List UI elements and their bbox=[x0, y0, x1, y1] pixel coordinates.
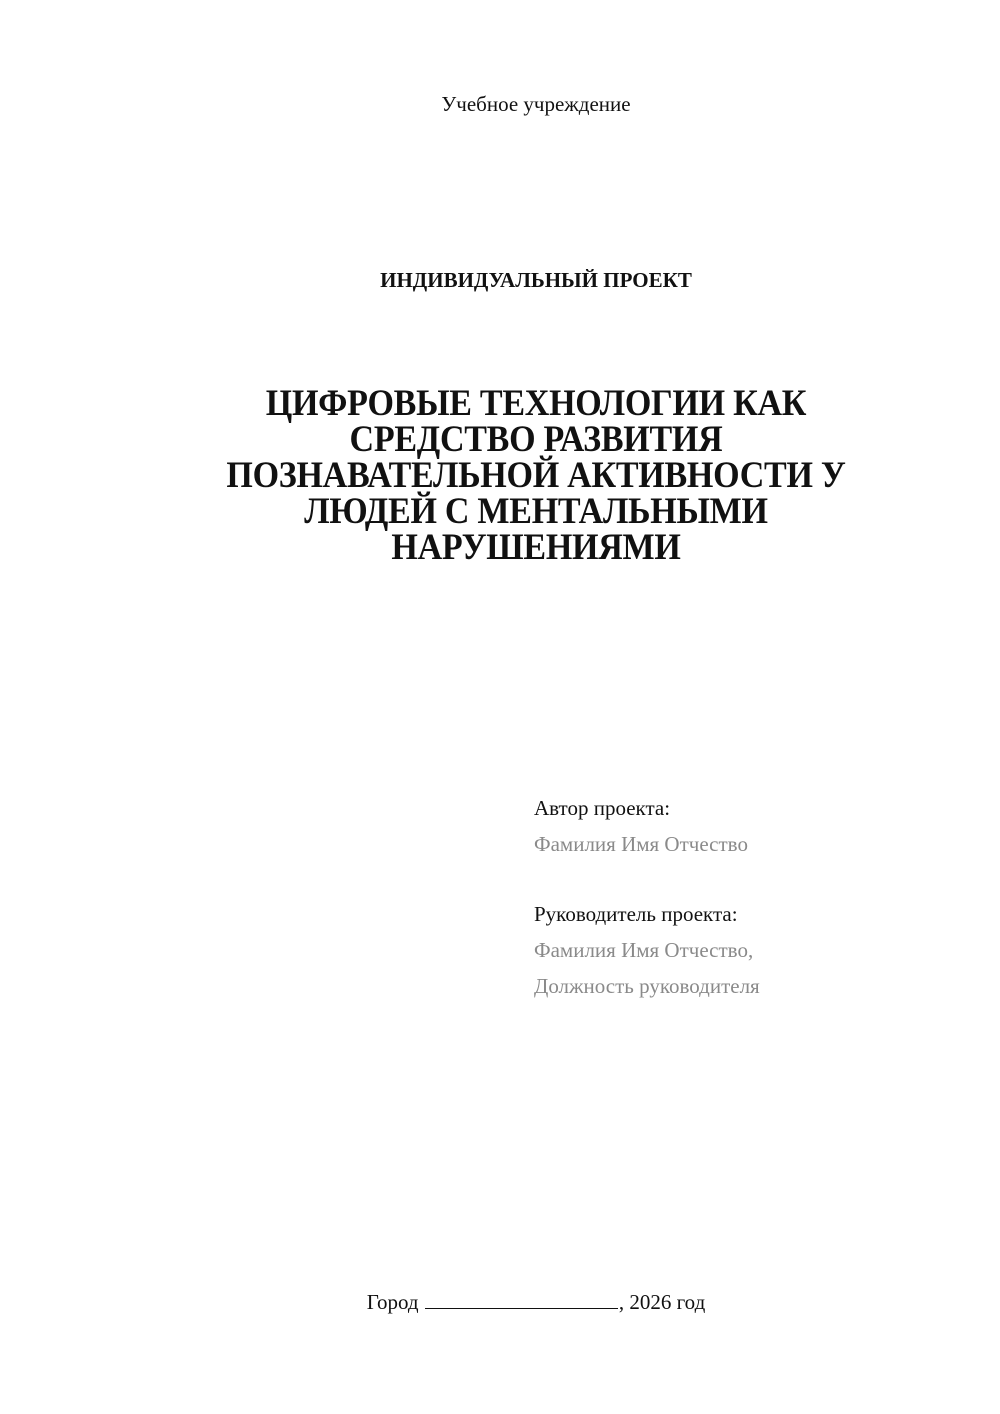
author-name: Фамилия Имя Отчество bbox=[534, 832, 748, 856]
title-line: ЛЮДЕЙ С МЕНТАЛЬНЫМИ bbox=[304, 491, 768, 532]
year-text: , 2026 год bbox=[618, 1290, 706, 1314]
city-label: Город bbox=[366, 1290, 419, 1314]
supervisor-name: Фамилия Имя Отчество, bbox=[534, 938, 754, 962]
city-blank-line bbox=[425, 1290, 618, 1309]
supervisor-position: Должность руководителя bbox=[534, 974, 760, 998]
author-label: Автор проекта: bbox=[534, 796, 671, 820]
project-title bbox=[0, 383, 1000, 568]
title-line: СРЕДСТВО РАЗВИТИЯ bbox=[349, 419, 723, 460]
title-line: ЦИФРОВЫЕ ТЕХНОЛОГИИ КАК bbox=[265, 383, 807, 424]
authors-block bbox=[534, 790, 760, 1004]
city-year-line bbox=[0, 1290, 1000, 1315]
supervisor-label: Руководитель проекта: bbox=[534, 902, 738, 926]
institution-name: Учебное учреждение bbox=[441, 92, 631, 116]
title-line: НАРУШЕНИЯМИ bbox=[391, 527, 681, 568]
document-type: ИНДИВИДУАЛЬНЫЙ ПРОЕКТ bbox=[380, 268, 692, 292]
title-line: ПОЗНАВАТЕЛЬНОЙ АКТИВНОСТИ У bbox=[226, 455, 846, 496]
